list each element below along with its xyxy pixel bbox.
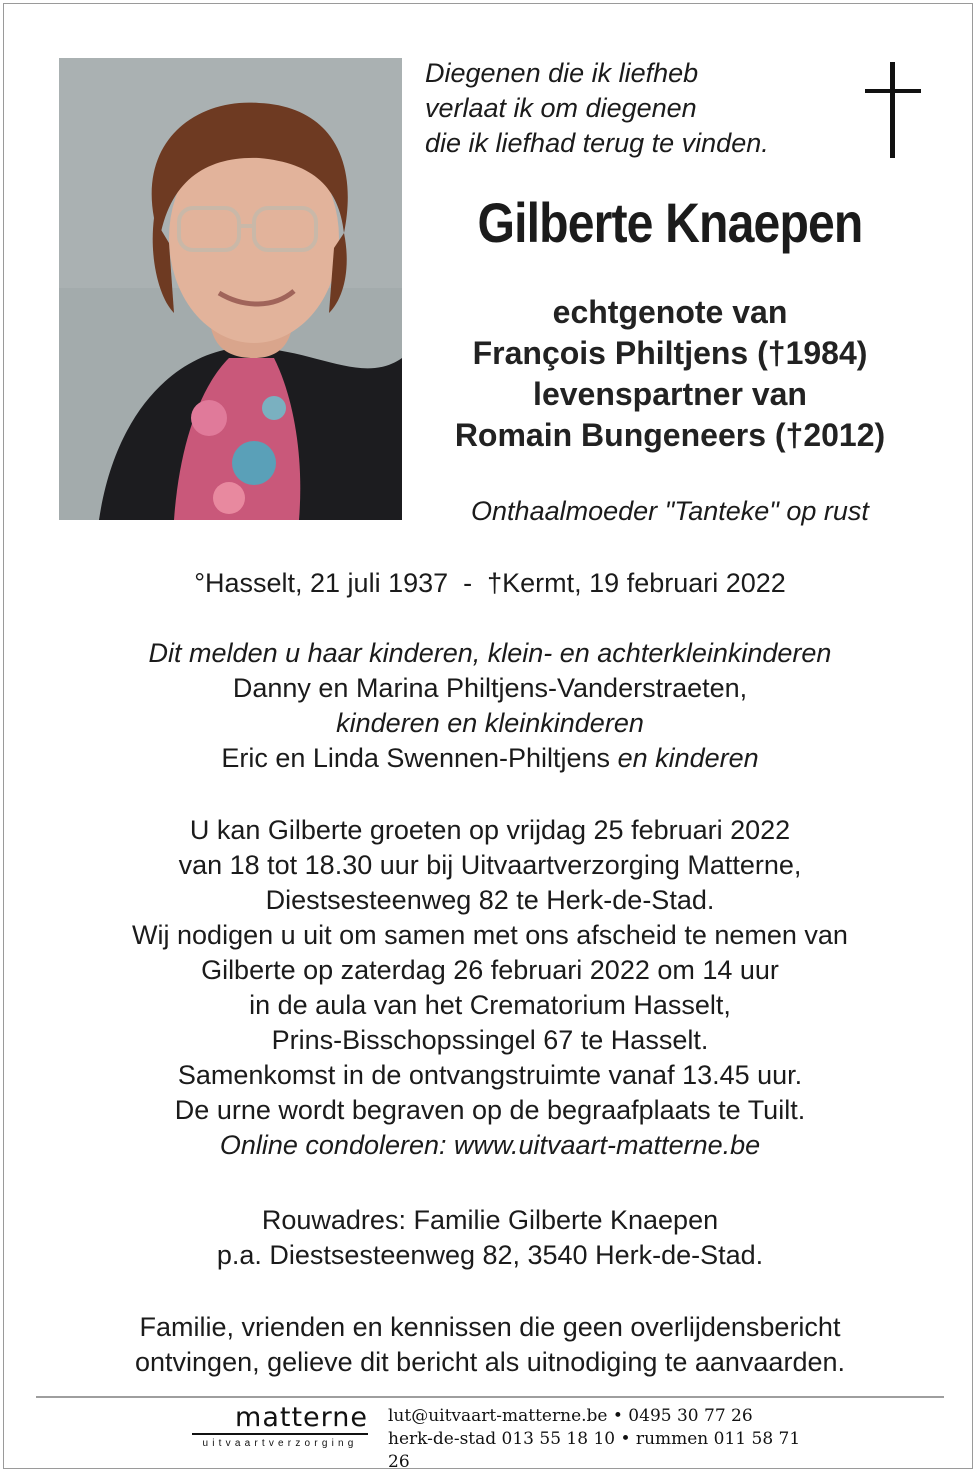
tagline: Onthaalmoeder "Tanteke" op rust bbox=[471, 496, 869, 526]
relation-line: François Philtjens (†1984) bbox=[472, 335, 868, 371]
closing-line: ontvingen, gelieve dit bericht als uitnodiging te aanvaarden. bbox=[135, 1347, 845, 1377]
family-child1-suffix: kinderen en kleinkinderen bbox=[336, 708, 644, 738]
visitation-line: van 18 tot 18.30 uur bij Uitvaartverzorging Matterne, bbox=[178, 850, 802, 880]
poem-line: Diegenen die ik liefheb bbox=[425, 58, 699, 88]
family-announcement bbox=[40, 636, 940, 776]
family-child2: Eric en Linda Swennen-Philtjens bbox=[221, 743, 618, 773]
relation-line: Romain Bungeneers (†2012) bbox=[454, 417, 886, 453]
family-child2-suffix: en kinderen bbox=[617, 743, 759, 773]
relations bbox=[420, 292, 920, 456]
life-dates: °Hasselt, 21 juli 1937 - †Kermt, 19 februari 2022 bbox=[194, 568, 786, 598]
visitation-line: Diestsesteenweg 82 te Herk-de-Stad. bbox=[265, 885, 715, 915]
visitation-line: Gilberte op zaterdag 26 februari 2022 om 14 uur bbox=[201, 955, 779, 985]
closing-note bbox=[40, 1310, 940, 1380]
mourning-address bbox=[40, 1203, 940, 1273]
portrait-illustration bbox=[59, 58, 402, 520]
contact-line: herk-de-stad 013 55 18 10 • rummen 011 58 71 26 bbox=[388, 1429, 801, 1472]
family-child1: Danny en Marina Philtjens-Vanderstraeten, bbox=[232, 673, 748, 703]
visitation-line: U kan Gilberte groeten op vrijdag 25 februari 2022 bbox=[189, 815, 791, 845]
logo-word: matterne bbox=[235, 1402, 368, 1433]
logo-subtitle: uitvaartverzorging bbox=[202, 1438, 358, 1449]
contact-line[interactable]: lut@uitvaart-matterne.be • 0495 30 77 26 bbox=[388, 1406, 753, 1426]
online-condolence-link[interactable]: Online condoleren: www.uitvaart-matterne.be bbox=[219, 1130, 761, 1160]
cross-icon bbox=[865, 62, 921, 158]
poem-line: verlaat ik om diegenen bbox=[425, 93, 697, 123]
visitation-line: Samenkomst in de ontvangstruimte vanaf 13.45 uur. bbox=[177, 1060, 803, 1090]
visitation-line: De urne wordt begraven op de begraafplaats te Tuilt. bbox=[174, 1095, 806, 1125]
poem-line: die ik liefhad terug te vinden. bbox=[425, 128, 769, 158]
address-line: p.a. Diestsesteenweg 82, 3540 Herk-de-Stad. bbox=[216, 1240, 764, 1270]
matterne-logo bbox=[192, 1402, 368, 1454]
poem bbox=[425, 56, 845, 161]
logo-rule bbox=[192, 1433, 368, 1435]
closing-line: Familie, vrienden en kennissen die geen overlijdensbericht bbox=[139, 1312, 841, 1342]
portrait-photo bbox=[59, 58, 402, 520]
relation-line: levenspartner van bbox=[533, 376, 807, 412]
family-intro: Dit melden u haar kinderen, klein- en achterkleinkinderen bbox=[148, 638, 832, 668]
visitation-line: Prins-Bisschopssingel 67 te Hasselt. bbox=[271, 1025, 709, 1055]
visitation-line: in de aula van het Crematorium Hasselt, bbox=[249, 990, 731, 1020]
contact-info bbox=[388, 1405, 818, 1474]
visitation-details bbox=[40, 813, 940, 1163]
footer-divider bbox=[36, 1396, 944, 1398]
family-child2-row bbox=[40, 741, 940, 776]
address-line: Rouwadres: Familie Gilberte Knaepen bbox=[261, 1205, 719, 1235]
relation-line: echtgenote van bbox=[552, 294, 788, 330]
deceased-name: Gilberte Knaepen bbox=[477, 191, 863, 254]
visitation-line: Wij nodigen u uit om samen met ons afscheid te nemen van bbox=[132, 920, 848, 950]
